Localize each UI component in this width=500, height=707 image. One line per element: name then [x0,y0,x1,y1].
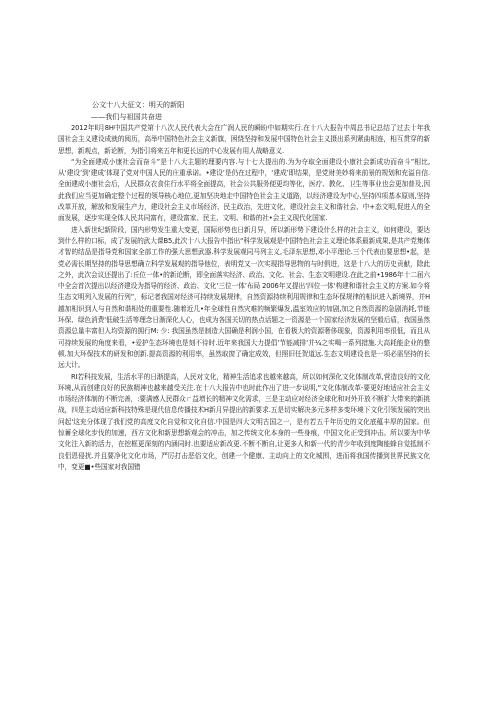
paragraph-4: RI若科技发展，生活水平的日渐提高，人民对文化，精神生活追求也越来越高，所以如何深化文化体制改革,营造良好的文化环境,从而创建良好的民族精神也越来越受关注.在十八大报告中也时此作出了进一步说明,“文化体制改革-要更好地适应社会主义市场经济体制的不断完善，:要满感人民群众ㄏ益增长的精神文化需求，三是主动应对经济全球化和对外开放不断扩大带来的新挑战，四是主动适应新科技特殊是现代信息传播技术H新月异提出的新要求.五是切实解决多元多样多变环境下文化引领发展的突出问起'这充分体现了我们党的高度文化自觉和文化自信.中国是四大文明古国之一，是有若五千年历史的文化底蕴丰厚的国家。但惊蓄全球化步伐的加速，西方文化和新思想新观会的冲击，加之传统文化本身的一些身痕，中国文化正受到冲击。所以要为中华文化注入新的活力，在挖框更深刻的内涵同时.也要适应新改更.不断不断自,让更多人和新一代的青少年收到度陶能蜂自觉抵制不良侣恩侵扰.并且要净化文化市场，严厉打击恶俗文化，创建一个健康、主动向上的文化城围，进而将我国传播到世界民族文化中，变更■•些国家对我国错 [58,372,430,471]
paragraph-3: 进入新世纪新阶段，国内形势发生重大变更，国际形势也日新月异，所以新形势下建设什么样的社会主义，如何建设，要达到什么样的口标，成了发展的武大课B5,此次十八大报告中指出“科学发展观是中国特色社会主义理论体系最新成果,是共产党集体才智的结品是指导党和国家全部工作的强大思想武器.科学发展观同马列主义,毛泽东思想,邓小平理论.三个代表由要思想•起，是党必需长期坚持的指导思想确立科学发展观的指导他位，表明党又一次实现指导思物的与时俱进，这是十八大的历史贡献，除此之外，此次会议还提出了:丘位一体•的新论断，即全面落实经济、政治、文化、社会、生态文明建设.在此之前•1986年十二届六中全会首次提出以经济建设为指导的经济、政治、文化‘三位一体’布局 2006年又提出‘四位一体‘构建和谐社会主义的方案.如今将生态文明列入发展的行列”，标记者我国对经济可持续发展规律，自然资源持续利用规律和生态环保规律的相识进入新境界，并H越加相识到人与自然和谐相处的重要性.随着近几•年全球性自然灾难的频繁爆发,温室效应的加剧,加之自然资源的急剧消耗,节能环保、绿色消费'低破生活等理念日渐深化人心，也成为各国关切的热点话题之一资源是一个国家经济发展的坚毅后盾，我国虽然资源总量丰富但人均资源的拥行M: 少: 我国虽然是制造大国确是利润小国，在看极大的资源奢侈现象，资源利用率很低，而且从可持续发展的角度来看，•爱护生态环境也是刻不待时.近年来我国大力提倡‘节能减排‘并¼之实喝一系列措施.大高耗能企业的整顿.加大环保技术的研发和创新.提高资源的利用率，虽然取窗了确定成效，但照旧任贺道远.生态文明建设也是一项必需坚持的长远大计。 [58,225,430,370]
document-body [58,99,430,473]
document-subtitle: ——我们与祖国共奋进 [91,111,162,121]
document-title: 公文十八大征文：明天的新阳 [92,100,185,109]
paragraph-2: “为全面建成小康社会而奋斗”是十八大主题的理要内容.与十七大提出的.为为夺取全面建设小康社会新成功而奋斗”相比,从‘建设’到‘建成’体现了党对中国人民的庄重承诺。•建设’是仍在过程中，‘建成’即结果，是党财美妙将来前景的规划和充溢自信.全面建成小康社会后，人民群众衣食住行水平将全面提高，社会公共服务便更均等化，医疗、教化、卫生等事业也会更加普及,因此我们应当更加确定整个过程的领导核心地位,更加坚决地走中国特色社会主义道路，以经济建设为中心,坚持四项基本原则,坚持改革开放，解放和发展生产力，建设社会主义市场经济、民主政治，先进文化，建设社会主义和谐社会、中+态文明,促进人的全面发展，逐步实现全体人民共同富有，建设富家、民主、文明、和谐的社•会主义现代化国家. [58,157,430,223]
paragraph-1: 2012年ll月8H中国共产党第十八次人民代表大会在广润人民的瞬盼中如期实行.在十八大报告中周总书记总结了过去十年我国社会主义建设成就的阅历，高举中国特色社会主义新旗，困绕坚持和发展中国特色社会主义摄出系列紧曲相连，相互贯穿的新思想，新观点，新论断，为指引将来五年和更长远的中心发展有用人战略意义. [58,124,430,155]
